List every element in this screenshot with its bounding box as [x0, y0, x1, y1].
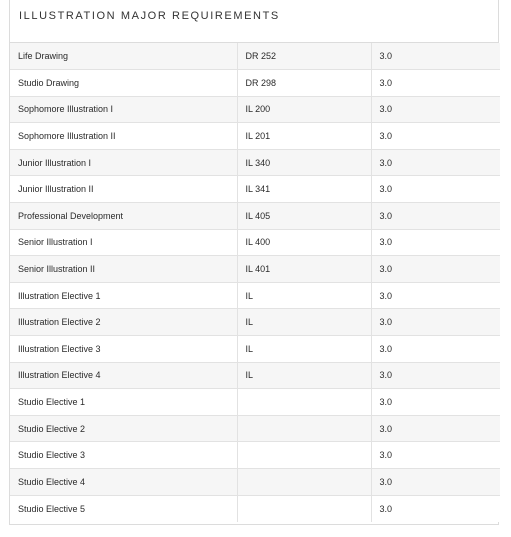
requirements-table-body — [10, 43, 500, 522]
course-code-cell: IL — [237, 309, 371, 336]
table-row — [10, 123, 500, 150]
course-name-cell: Life Drawing — [10, 43, 237, 70]
credits-cell: 3.0 — [371, 469, 500, 496]
course-code-cell: IL 200 — [237, 96, 371, 123]
table-row — [10, 149, 500, 176]
credits-cell: 3.0 — [371, 96, 500, 123]
table-row — [10, 203, 500, 230]
course-code-cell: IL 340 — [237, 149, 371, 176]
credits-cell: 3.0 — [371, 282, 500, 309]
credits-cell: 3.0 — [371, 442, 500, 469]
course-code-cell: IL 201 — [237, 123, 371, 150]
requirements-table — [10, 43, 500, 522]
course-name-cell: Illustration Elective 3 — [10, 336, 237, 363]
table-row — [10, 282, 500, 309]
course-code-cell — [237, 389, 371, 416]
course-name-cell: Studio Elective 5 — [10, 495, 237, 522]
credits-cell: 3.0 — [371, 362, 500, 389]
course-code-cell: IL — [237, 336, 371, 363]
table-row — [10, 43, 500, 70]
table-row — [10, 229, 500, 256]
credits-cell: 3.0 — [371, 123, 500, 150]
course-code-cell: IL 401 — [237, 256, 371, 283]
course-code-cell: DR 252 — [237, 43, 371, 70]
credits-cell: 3.0 — [371, 43, 500, 70]
course-name-cell: Studio Elective 2 — [10, 415, 237, 442]
table-row — [10, 309, 500, 336]
credits-cell: 3.0 — [371, 336, 500, 363]
course-name-cell: Illustration Elective 2 — [10, 309, 237, 336]
table-row — [10, 442, 500, 469]
credits-cell: 3.0 — [371, 176, 500, 203]
course-name-cell: Sophomore Illustration I — [10, 96, 237, 123]
table-title: ILLUSTRATION MAJOR REQUIREMENTS — [10, 0, 498, 43]
table-row — [10, 336, 500, 363]
course-name-cell: Studio Drawing — [10, 70, 237, 97]
course-code-cell — [237, 495, 371, 522]
course-code-cell — [237, 415, 371, 442]
credits-cell: 3.0 — [371, 415, 500, 442]
credits-cell: 3.0 — [371, 495, 500, 522]
course-name-cell: Senior Illustration I — [10, 229, 237, 256]
credits-cell: 3.0 — [371, 70, 500, 97]
course-name-cell: Studio Elective 1 — [10, 389, 237, 416]
table-row — [10, 176, 500, 203]
course-name-cell: Studio Elective 4 — [10, 469, 237, 496]
table-row — [10, 362, 500, 389]
table-row — [10, 96, 500, 123]
credits-cell: 3.0 — [371, 256, 500, 283]
credits-cell: 3.0 — [371, 203, 500, 230]
course-code-cell: IL — [237, 362, 371, 389]
table-row — [10, 469, 500, 496]
course-code-cell — [237, 469, 371, 496]
course-name-cell: Senior Illustration II — [10, 256, 237, 283]
course-name-cell: Sophomore Illustration II — [10, 123, 237, 150]
course-name-cell: Studio Elective 3 — [10, 442, 237, 469]
table-row — [10, 415, 500, 442]
table-row — [10, 495, 500, 522]
course-code-cell: IL 341 — [237, 176, 371, 203]
course-code-cell: IL 405 — [237, 203, 371, 230]
requirements-card — [9, 0, 499, 525]
credits-cell: 3.0 — [371, 229, 500, 256]
course-name-cell: Professional Development — [10, 203, 237, 230]
table-row — [10, 256, 500, 283]
table-row — [10, 389, 500, 416]
course-name-cell: Junior Illustration II — [10, 176, 237, 203]
course-name-cell: Junior Illustration I — [10, 149, 237, 176]
course-name-cell: Illustration Elective 1 — [10, 282, 237, 309]
credits-cell: 3.0 — [371, 309, 500, 336]
credits-cell: 3.0 — [371, 149, 500, 176]
course-code-cell: IL — [237, 282, 371, 309]
table-row — [10, 70, 500, 97]
course-code-cell — [237, 442, 371, 469]
credits-cell: 3.0 — [371, 389, 500, 416]
course-code-cell: IL 400 — [237, 229, 371, 256]
course-name-cell: Illustration Elective 4 — [10, 362, 237, 389]
course-code-cell: DR 298 — [237, 70, 371, 97]
